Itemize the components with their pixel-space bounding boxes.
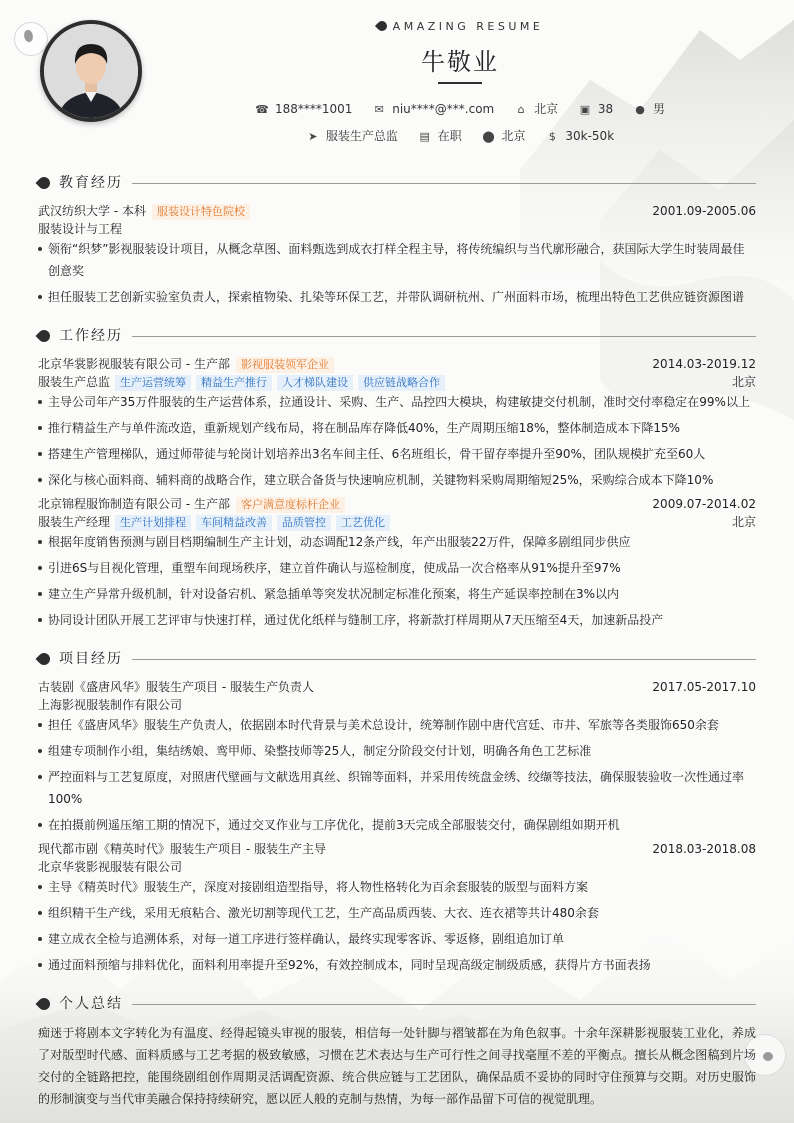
age-info: ▣ 38 [579, 102, 614, 116]
list-item: 推行精益生产与单件流改造，重新规划产线布局，将在制品库存降低40%，生产周期压缩18%，整体制造成本下降15% [38, 417, 756, 439]
company-tag: 影视服装领军企业 [236, 357, 334, 373]
education-major: 服装设计与工程 [38, 222, 123, 236]
education-head: 武汉纺织大学 - 本科 服装设计特色院校 2001.09-2005.06 [38, 204, 756, 218]
list-item: 通过面料预缩与排料优化，面料利用率提升至92%，有效控制成本，同时呈现高级定制级质感，获得片方书面表扬 [38, 954, 756, 976]
list-item: 建立生产异常升级机制，针对设备宕机、紧急插单等突发状况制定标准化预案，将生产延误率控制在3%以内 [38, 583, 756, 605]
work-head: 北京锦程服饰制造有限公司 - 生产部 客户满意度标杆企业 2009.07-2014.02 [38, 497, 756, 511]
list-item: 在拍摄前例遥压缩工期的情况下，通过交叉作业与工序优化，提前3天完成全部服装交付，确保剧组如期开机 [38, 814, 756, 836]
person-name: 牛敬业 [421, 48, 499, 76]
skill-tag: 精益生产推行 [196, 375, 272, 391]
list-item: 搭建生产管理梯队，通过师带徒与轮岗计划培养出3名车间主任、6名班组长，骨干留存率提升至90%，团队规模扩充至60人 [38, 443, 756, 465]
send-icon: ➤ [308, 130, 318, 143]
phone-info: ☎ 188****1001 [255, 102, 353, 116]
city-info: ⌂ 北京 [514, 100, 558, 117]
list-item: 严控面料与工艺复原度，对照唐代壁画与文献选用真丝、织锦等面料，并采用传统盘金绣、绞缬等技法，确保服装验收一次性通过率100% [38, 766, 756, 810]
job-intent-row [0, 127, 794, 144]
name-divider [438, 82, 482, 84]
list-item: 担任《盛唐风华》服装生产负责人，依据剧本时代背景与美术总设计，统筹制作剧中唐代宫廷、市井、军旅等各类服饰650余套 [38, 714, 756, 736]
skill-tag: 生产计划排程 [115, 515, 191, 531]
list-item: 引进6S与目视化管理，重塑车间现场秩序，建立首件确认与巡检制度，使成品一次合格率从91%提升至97% [38, 557, 756, 579]
email-info: ✉ niu****@***.com [372, 102, 494, 116]
skill-tag: 供应链战略合作 [358, 375, 445, 391]
leaf-icon [375, 19, 389, 33]
list-item: 根据年度销售预测与剧目档期编制生产主计划，动态调配12条产线，年产出服装22万件，保障多剧组同步供应 [38, 531, 756, 553]
skill-tag: 车间精益改善 [196, 515, 272, 531]
money-icon: $ [548, 130, 556, 143]
leaf-icon [36, 996, 53, 1013]
list-item: 主导公司年产35万件服装的生产运营体系，拉通设计、采购、生产、品控四大模块，构建敏捷交付机制，准时交付率稳定在99%以上 [38, 391, 756, 413]
work-head: 北京华裳影视服装有限公司 - 生产部 影视服装领军企业 2014.03-2019.12 [38, 357, 756, 371]
leaf-icon [36, 651, 53, 668]
list-item: 组织精干生产线，采用无痕粘合、激光切割等现代工艺，生产高品质西装、大衣、连衣裙等共计480余套 [38, 902, 756, 924]
contact-row [0, 100, 794, 117]
section-education: 教育经历 [38, 173, 756, 193]
salary-info: $ 30k-50k [545, 129, 614, 143]
section-project: 项目经历 [38, 649, 756, 669]
skill-tag: 生产运营统筹 [115, 375, 191, 391]
list-item: 主导《精英时代》服装生产，深度对接剧组造型指导，将人物性格转化为百余套服装的版型与面料方案 [38, 876, 756, 898]
leaf-icon [36, 175, 53, 192]
school-tag: 服装设计特色院校 [152, 204, 250, 220]
skill-tag: 工艺优化 [336, 515, 390, 531]
list-item: 深化与核心面料商、辅料商的战略合作，建立联合备货与快速响应机制，关键物料采购周期缩短25%，采购综合成本下降10% [38, 469, 756, 491]
section-summary: 个人总结 [38, 994, 756, 1014]
phone-icon: ☎ [255, 103, 269, 116]
work-role: 服装生产总监 生产运营统筹 精益生产推行 人才梯队建设 供应链战略合作 北京 [38, 375, 756, 389]
project-org: 上海影视服装制作有限公司 [38, 698, 183, 712]
project-head: 古装剧《盛唐风华》服装生产项目 - 服装生产负责人 2017.05-2017.10 [38, 680, 756, 694]
leaf-icon [36, 328, 53, 345]
job-target-info: ➤ 服装生产总监 [306, 127, 398, 144]
company-tag: 客户满意度标杆企业 [236, 497, 345, 513]
work-role: 服装生产经理 生产计划排程 车间精益改善 品质管控 工艺优化 北京 [38, 515, 756, 529]
project-head: 现代都市剧《精英时代》服装生产项目 - 服装生产主导 2018.03-2018.08 [38, 842, 756, 856]
section-work: 工作经历 [38, 326, 756, 346]
gender-icon: ● [635, 103, 645, 116]
list-item: 建立成衣全检与追溯体系，对每一道工序进行签样确认，最终实现零客诉、零返修，剧组追加订单 [38, 928, 756, 950]
summary-text: 痴迷于将剧本文字转化为有温度、经得起镜头审视的服装，相信每一处针脚与褶皱都在为角色叙事。十余年深耕影视服装工业化，养成了对版型时代感、面料质感与工艺考据的极致敏感，习惯在艺术表达与生产可行性之间寻找毫厘不差的平衡点。擅长从概念图稿到片场交付的全链路把控，能围绕剧组创作周期灵活调配资源、统合供应链与工艺团队，确保品质不妥协的同时守住预算与交期。对历史服饰的形制演变与当代审美融合保持持续研究，愿以匠人般的克制与热情，为每一部作品留下可信的视觉肌理。 [38, 1026, 756, 1106]
home-icon: ⌂ [517, 103, 525, 116]
mail-icon: ✉ [374, 103, 384, 116]
target-city-info: ⬤ 北京 [482, 129, 526, 143]
status-info: ▤ 在职 [419, 129, 462, 143]
list-item: 组建专项制作小组，集结绣娘、鸾甲师、染整技师等25人，制定分阶段交付计划，明确各角色工艺标准 [38, 740, 756, 762]
list-item: 协同设计团队开展工艺评审与快速打样，通过优化纸样与缝制工序，将新款打样周期从7天压缩至4天，加速新品投产 [38, 609, 756, 631]
project-org: 北京华裳影视服装有限公司 [38, 860, 183, 874]
resume-tagline: AMAZING RESUME [0, 20, 794, 33]
briefcase-icon: ▤ [419, 130, 430, 143]
gender-info: ● 男 [633, 100, 665, 117]
skill-tag: 品质管控 [277, 515, 331, 531]
cake-icon: ▣ [579, 103, 591, 116]
list-item: 担任服装工艺创新实验室负责人，探索植物染、扎染等环保工艺，并带队调研杭州、广州面料市场，梳理出特色工艺供应链资源图谱 [38, 286, 756, 308]
education-period: 2001.09-2005.06 [652, 204, 756, 218]
list-item: 领衔“织梦”影视服装设计项目，从概念草图、面料甄选到成衣打样全程主导，将传统编织与当代廓形融合，获国际大学生时装周最佳创意奖 [38, 238, 756, 282]
skill-tag: 人才梯队建设 [277, 375, 353, 391]
location-icon: ⬤ [482, 130, 495, 143]
